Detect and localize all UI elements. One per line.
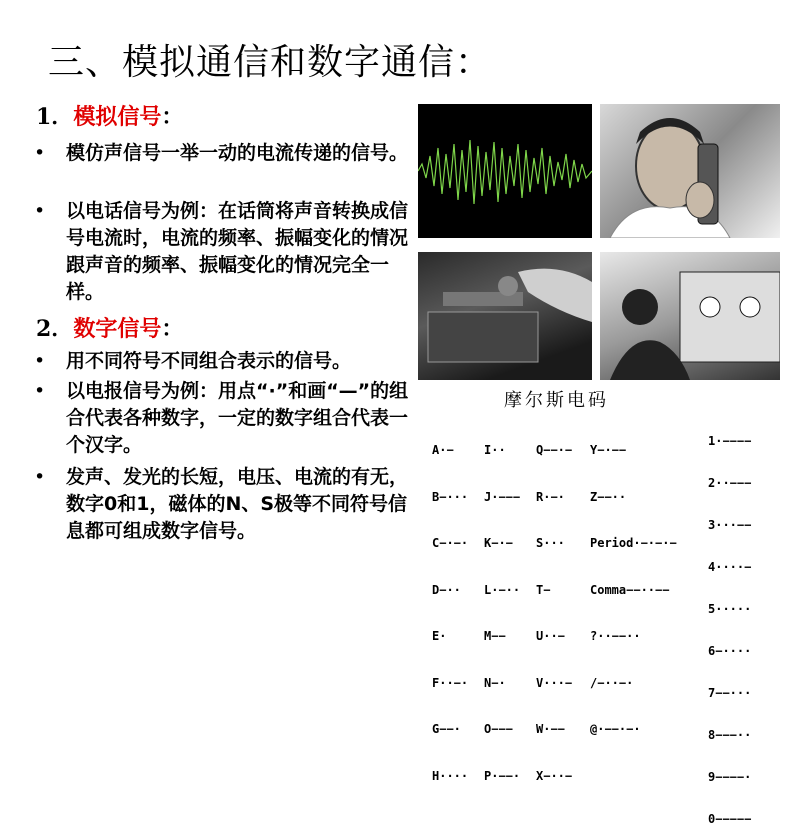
morse-entry: 8−−−·· — [708, 728, 752, 742]
morse-column-3 — [536, 412, 572, 800]
morse-column-4 — [590, 412, 677, 753]
morse-entry: 0−−−−− — [708, 812, 752, 826]
morse-entry: O−−− — [484, 722, 513, 736]
morse-entry: Period·−·−·− — [590, 536, 677, 550]
morse-entry: ?··−−·· — [590, 629, 641, 643]
bullet-dot-icon: • — [34, 350, 46, 372]
morse-entry: 2··−−− — [708, 476, 752, 490]
digital-bullet-2-text: 以电报信号为例：用点“·”和画“—”的组合代表各种数字，一定的数字组合代表一个汉字。 — [66, 380, 409, 456]
digital-colon: ： — [161, 316, 184, 342]
bullet-dot-icon: • — [34, 466, 46, 488]
morse-entry: X−··− — [536, 768, 573, 783]
morse-entry: 1·−−−− — [708, 434, 752, 448]
analog-bullet-2-text: 以电话信号为例：在话筒将声音转换成信号电流时，电流的频率、振幅变化的情况跟声音的频率、振幅变化的情况完全一样。 — [66, 200, 409, 303]
morse-entry: 6−···· — [708, 644, 752, 658]
morse-entry: S··· — [536, 536, 565, 550]
morse-entry: 9−−−−· — [708, 770, 752, 784]
telephone-photo — [600, 104, 780, 238]
morse-entry: B−··· — [432, 489, 469, 504]
morse-entry: Z−−·· — [590, 489, 627, 504]
radio-operator-photo — [600, 252, 780, 380]
morse-entry: E· — [432, 629, 447, 643]
analog-heading-text: 模拟信号 — [73, 104, 162, 130]
morse-entry: C−·−· — [432, 536, 469, 550]
morse-entry: W·−− — [536, 722, 565, 736]
digital-heading-text: 数字信号 — [73, 316, 162, 342]
morse-column-2 — [484, 412, 520, 800]
bullet-dot-icon: • — [34, 142, 46, 164]
slide-title: 三、模拟通信和数字通信： — [48, 42, 493, 83]
morse-entry: D−·· — [432, 582, 461, 597]
morse-entry: L·−·· — [484, 582, 521, 597]
morse-entry: T− — [536, 582, 551, 597]
morse-entry: G−−· — [432, 722, 461, 736]
morse-entry: 3···−− — [708, 518, 752, 532]
bullet-dot-icon: • — [34, 380, 46, 402]
morse-entry: 7−−··· — [708, 686, 752, 700]
morse-table-title: 摩尔斯电码 — [504, 390, 609, 411]
morse-entry: J·−−− — [484, 489, 521, 504]
analog-heading — [36, 100, 183, 131]
digital-bullet-1-text: 用不同符号不同组合表示的信号。 — [66, 350, 352, 372]
morse-entry: P·−−· — [484, 768, 521, 783]
morse-column-1 — [432, 412, 468, 800]
analog-colon: ： — [161, 104, 184, 130]
morse-entry: /−··−· — [590, 675, 634, 690]
morse-entry: @·−−·−· — [590, 722, 641, 736]
digital-heading — [36, 312, 183, 343]
bullet-dot-icon: • — [34, 200, 46, 222]
morse-entry: A·− — [432, 443, 454, 457]
morse-entry: U··− — [536, 629, 565, 643]
digital-bullet-3-text: 发声、发光的长短，电压、电流的有无，数字0和1，磁体的N、S极等不同符号信息都可组成数字信号。 — [66, 466, 409, 542]
telegraph-key-photo — [418, 252, 592, 380]
analog-number: 1． — [36, 104, 74, 130]
morse-column-5 — [708, 406, 751, 840]
morse-entry: 4····− — [708, 560, 752, 574]
morse-entry: M−− — [484, 629, 506, 643]
morse-entry: I·· — [484, 443, 506, 457]
morse-entry: R·−· — [536, 489, 565, 504]
morse-entry: Comma−−··−− — [590, 582, 670, 597]
morse-entry: Y−·−− — [590, 443, 627, 457]
morse-entry: 5····· — [708, 602, 752, 616]
analog-bullet-1-text: 模仿声信号一举一动的电流传递的信号。 — [66, 142, 409, 164]
morse-entry: H···· — [432, 768, 469, 783]
morse-entry: N−· — [484, 675, 506, 690]
morse-entry: V···− — [536, 675, 573, 690]
digital-number: 2． — [36, 316, 74, 342]
waveform-icon — [418, 104, 592, 238]
morse-entry: Q−−·− — [536, 443, 573, 457]
analog-waveform-image — [418, 104, 592, 238]
morse-entry: K−·− — [484, 536, 513, 550]
morse-entry: F··−· — [432, 675, 469, 690]
